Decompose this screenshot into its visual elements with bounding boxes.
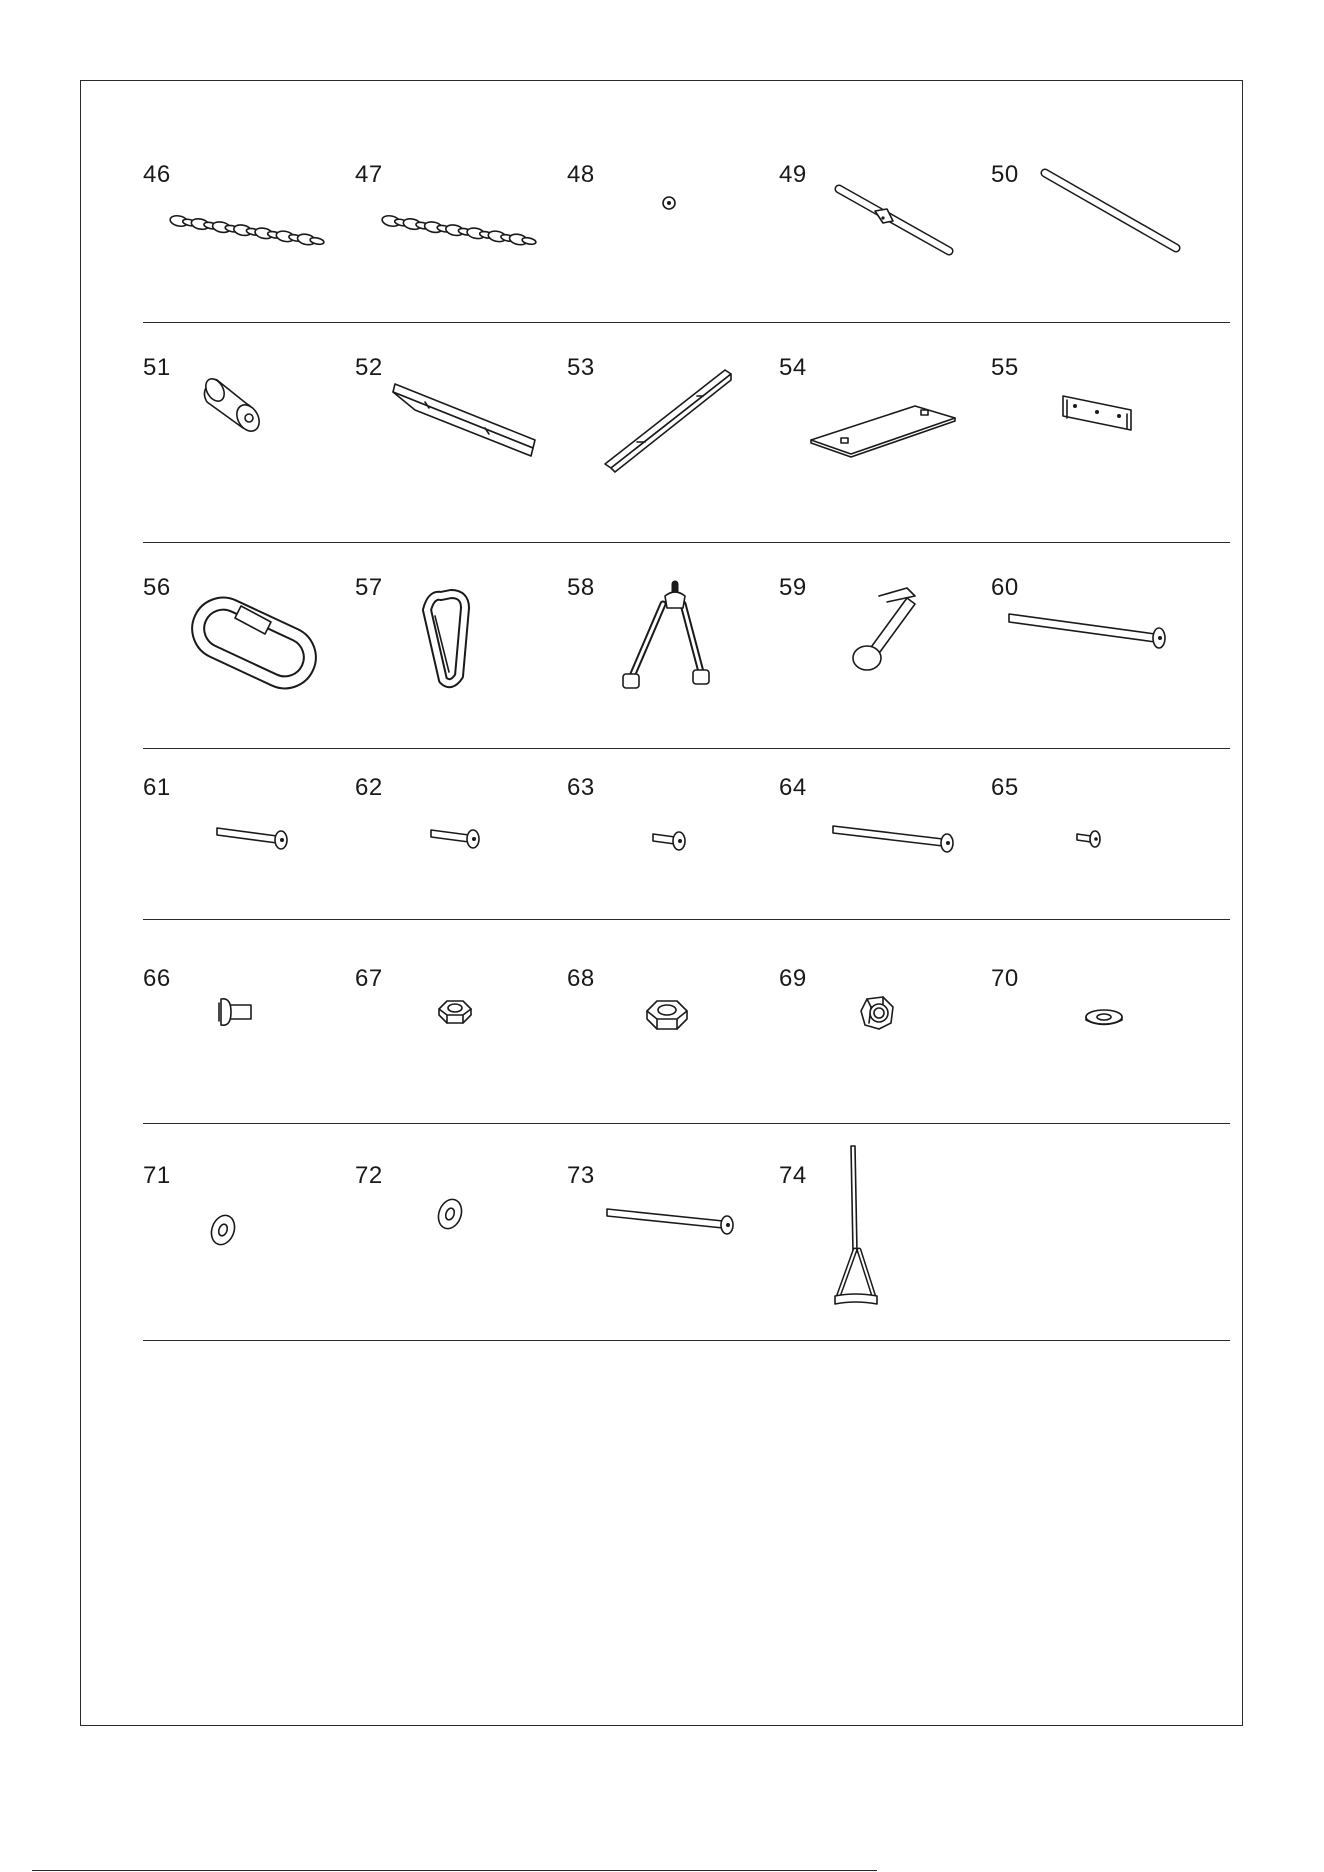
rod-icon [991, 163, 1203, 263]
part-number: 47 [355, 161, 383, 188]
part-number: 54 [779, 354, 807, 381]
row-divider [143, 542, 1230, 543]
part-number: 53 [567, 354, 595, 381]
part-number: 65 [991, 774, 1019, 801]
footer-rule [32, 1870, 877, 1871]
row-divider [143, 322, 1230, 323]
long-bolt-icon [991, 576, 1203, 696]
chain-icon [143, 163, 355, 263]
part-number: 63 [567, 774, 595, 801]
part-number: 58 [567, 574, 595, 601]
long-bolt-icon [567, 1164, 779, 1244]
row-divider [143, 748, 1230, 749]
part-number: 68 [567, 965, 595, 992]
part-number: 70 [991, 965, 1019, 992]
nut-icon [567, 967, 779, 1047]
tricep-bar-icon [779, 163, 991, 263]
carabiner-icon [355, 576, 567, 696]
part-number: 62 [355, 774, 383, 801]
button-screw-icon [143, 967, 355, 1047]
part-number: 56 [143, 574, 171, 601]
part-number: 73 [567, 1162, 595, 1189]
curl-bar-icon [567, 163, 779, 263]
flat-washer-icon [991, 967, 1203, 1047]
angle-rail-icon [355, 356, 567, 466]
nut-icon [355, 967, 567, 1047]
short-bolt-icon [991, 776, 1203, 856]
row-divider [143, 919, 1230, 920]
part-number: 52 [355, 354, 383, 381]
part-number: 74 [779, 1162, 807, 1189]
part-number: 67 [355, 965, 383, 992]
part-number: 50 [991, 161, 1019, 188]
part-number: 57 [355, 574, 383, 601]
bolt-icon [355, 776, 567, 856]
part-number: 48 [567, 161, 595, 188]
part-number: 72 [355, 1162, 383, 1189]
part-number: 46 [143, 161, 171, 188]
part-number: 69 [779, 965, 807, 992]
pin-icon [779, 576, 991, 696]
washer-icon [355, 1164, 567, 1244]
part-number: 66 [143, 965, 171, 992]
bracket-icon [991, 356, 1203, 466]
part-number: 60 [991, 574, 1019, 601]
quick-link-icon [143, 576, 355, 696]
lock-nut-icon [779, 967, 991, 1047]
bolt-icon [143, 776, 355, 856]
v-handle-icon [567, 576, 779, 696]
short-bolt-icon [567, 776, 779, 856]
long-bolt-icon [779, 776, 991, 856]
part-number: 59 [779, 574, 807, 601]
part-number: 49 [779, 161, 807, 188]
page-frame [80, 80, 1243, 1726]
roller-pad-icon [143, 356, 355, 466]
part-number: 61 [143, 774, 171, 801]
plate-icon [779, 356, 991, 466]
angle-rail-icon [567, 356, 779, 466]
row-divider [143, 1123, 1230, 1124]
part-number: 71 [143, 1162, 171, 1189]
part-number: 51 [143, 354, 171, 381]
part-number: 55 [991, 354, 1019, 381]
washer-icon [143, 1164, 355, 1244]
part-number: 64 [779, 774, 807, 801]
chain-icon [355, 163, 567, 263]
stirrup-handle-icon [779, 1146, 991, 1316]
row-divider [143, 1340, 1230, 1341]
